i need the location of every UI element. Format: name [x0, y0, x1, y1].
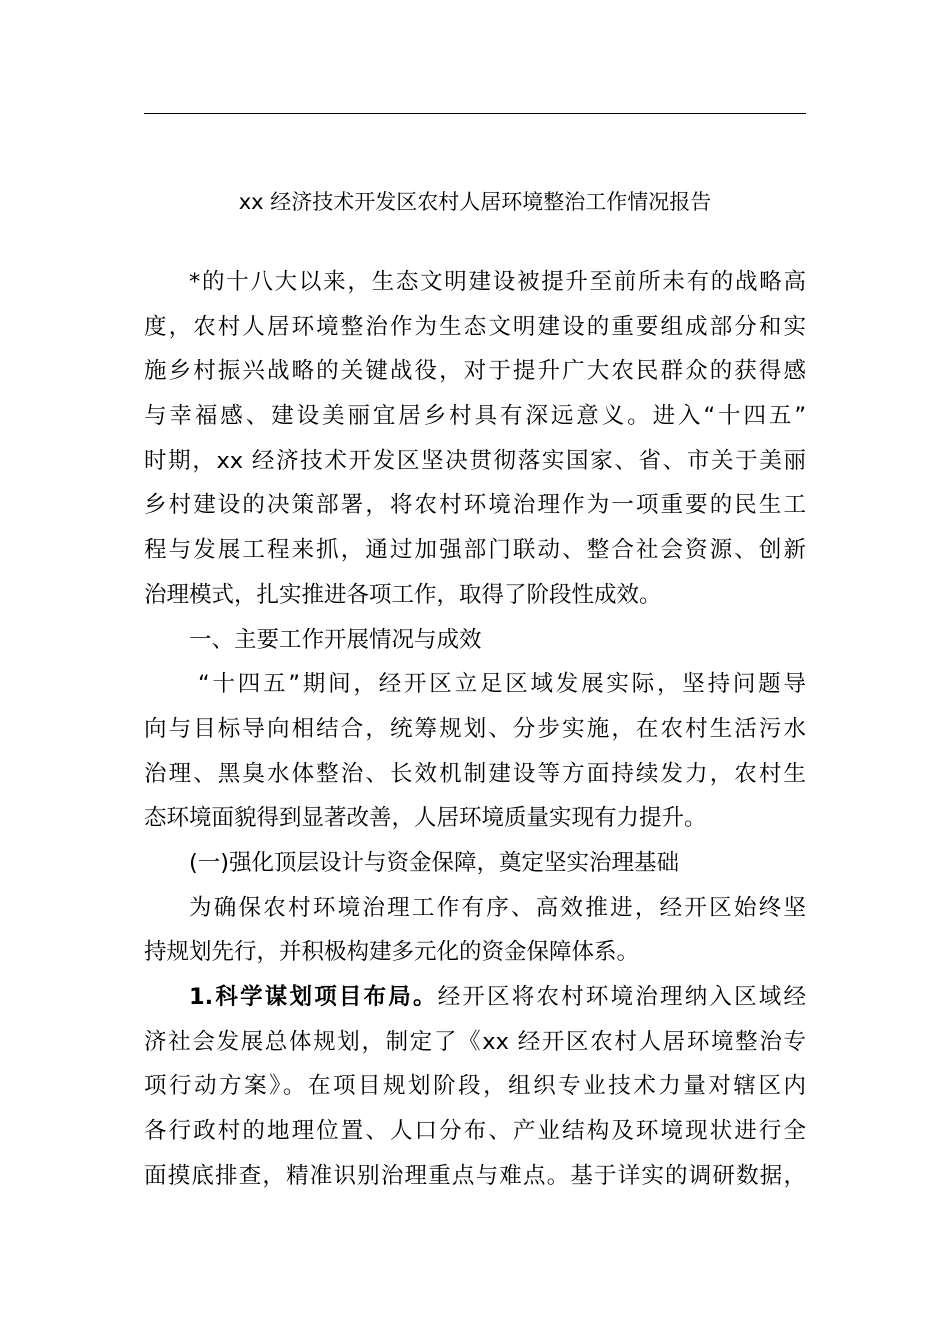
text-line: 向与目标导向相结合，统筹规划、分步实施，在农村生活污水 — [144, 715, 806, 742]
paragraph-subsection-summary — [144, 886, 806, 975]
text-line: 乡村建设的决策部署，将农村环境治理作为一项重要的民生工 — [144, 492, 806, 519]
point-lead: 1.科学谋划项目布局。 — [189, 984, 438, 1010]
header-rule — [144, 113, 806, 114]
text-line: 与幸福感、建设美丽宜居乡村具有深远意义。进入“十四五” — [144, 403, 806, 430]
document-body — [144, 260, 806, 1198]
document-title: xx 经济技术开发区农村人居环境整治工作情况报告 — [238, 190, 712, 214]
text-line: 态环境面貌得到显著改善，人居环境质量实现有力提升。 — [144, 805, 707, 832]
subsection-heading — [144, 841, 806, 886]
paragraph-intro — [144, 260, 806, 618]
text-line: “十四五”期间，经开区立足区域发展实际，坚持问题导 — [198, 671, 806, 698]
subsection-heading-text: (一)强化顶层设计与资金保障，奠定坚实治理基础 — [189, 849, 680, 876]
text-line: 施乡村振兴战略的关键战役，对于提升广大农民群众的获得感 — [144, 358, 806, 385]
text-line: *的十八大以来，生态文明建设被提升至前所未有的战略高 — [189, 269, 806, 295]
paragraph-section-summary — [144, 662, 806, 841]
text-line: 程与发展工程来抓，通过加强部门联动、整合社会资源、创新 — [144, 537, 806, 564]
text-line: 持规划先行，并积极构建多元化的资金保障体系。 — [144, 939, 640, 966]
text-line: 治理模式，扎实推进各项工作，取得了阶段性成效。 — [144, 581, 662, 608]
text-line: 度，农村人居环境整治作为生态文明建设的重要组成部分和实 — [144, 313, 806, 340]
text-line: 治理、黑臭水体整治、长效机制建设等方面持续发力，农村生 — [144, 760, 806, 787]
point-text: 经开区将农村环境治理纳入区域经 — [437, 984, 806, 1010]
text-line: 为确保农村环境治理工作有序、高效推进，经开区始终坚 — [189, 894, 806, 921]
text-line: 面摸底排查，精准识别治理重点与难点。基于详实的调研数据， — [144, 1162, 806, 1189]
text-line — [144, 975, 806, 1020]
text-line: 济社会发展总体规划，制定了《xx 经开区农村人居环境整治专 — [144, 1028, 806, 1055]
text-line: 各行政村的地理位置、人口分布、产业结构及环境现状进行全 — [144, 1118, 806, 1145]
text-line: 时期，xx 经济技术开发区坚决贯彻落实国家、省、市关于美丽 — [144, 447, 806, 474]
text-line: 项行动方案》。在项目规划阶段，组织专业技术力量对辖区内 — [144, 1073, 806, 1100]
paragraph-point-1 — [144, 975, 806, 1198]
section-heading-text: 一、主要工作开展情况与成效 — [189, 626, 482, 653]
section-heading — [144, 618, 806, 663]
